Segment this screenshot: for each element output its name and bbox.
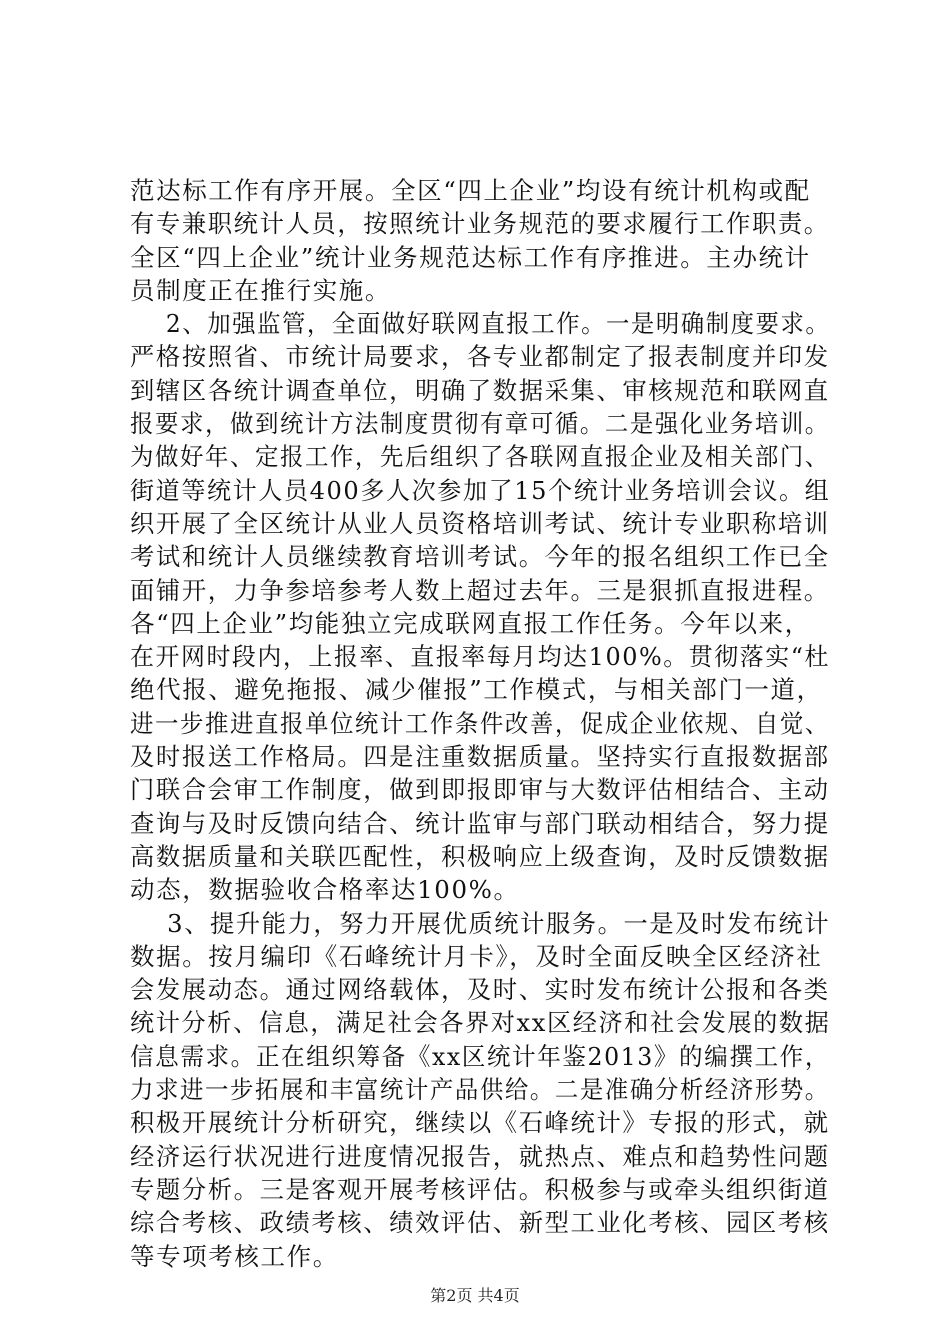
text-line: 经济运行状况进行进度情况报告，就热点、难点和趋势性问题 xyxy=(130,1141,830,1171)
text-line: 高数据质量和关联匹配性，积极响应上级查询，及时反馈数据 xyxy=(130,841,830,871)
text-line: 进一步推进直报单位统计工作条件改善，促成企业依规、自觉、 xyxy=(130,708,830,738)
text-line: 各“四上企业”均能独立完成联网直报工作任务。今年以来， xyxy=(130,608,811,638)
text-line: 及时报送工作格局。四是注重数据质量。坚持实行直报数据部 xyxy=(130,742,830,772)
text-line: 信息需求。正在组织筹备《xx区统计年鉴2013》的编撰工作， xyxy=(130,1041,830,1071)
text-line: 严格按照省、市统计局要求，各专业都制定了报表制度并印发 xyxy=(130,342,830,372)
text-line: 专题分析。三是客观开展考核评估。积极参与或牵头组织街道 xyxy=(130,1174,830,1204)
text-line: 统计分析、信息，满足社会各界对xx区经济和社会发展的数据 xyxy=(130,1008,831,1038)
text-line: 报要求，做到统计方法制度贯彻有章可循。二是强化业务培训。 xyxy=(130,409,830,439)
text-line: 积极开展统计分析研究，继续以《石峰统计》专报的形式，就 xyxy=(130,1108,830,1138)
text-line: 门联合会审工作制度，做到即报即审与大数评估相结合、主动 xyxy=(130,775,830,805)
text-line: 为做好年、定报工作，先后组织了各联网直报企业及相关部门、 xyxy=(130,442,830,472)
text-line: 织开展了全区统计从业人员资格培训考试、统计专业职称培训 xyxy=(130,508,830,538)
paragraph-3-start: 3、提升能力，努力开展优质统计服务。一是及时发布统计 xyxy=(130,908,831,938)
text-line: 考试和统计人员继续教育培训考试。今年的报名组织工作已全 xyxy=(130,542,830,572)
text-line: 全区“四上企业”统计业务规范达标工作有序推进。主办统计 xyxy=(130,242,811,272)
text-line: 街道等统计人员400多人次参加了15个统计业务培训会议。组 xyxy=(130,475,831,505)
text-line: 绝代报、避免拖报、减少催报”工作模式，与相关部门一道， xyxy=(130,675,823,705)
text-line: 查询与及时反馈向结合、统计监审与部门联动相结合，努力提 xyxy=(130,808,830,838)
text-line: 会发展动态。通过网络载体，及时、实时发布统计公报和各类 xyxy=(130,975,830,1005)
text-line: 面铺开，力争参培参考人数上超过去年。三是狠抓直报进程。 xyxy=(130,575,830,605)
page-number-footer: 第2页 共4页 xyxy=(430,1286,520,1305)
text-line: 综合考核、政绩考核、绩效评估、新型工业化考核、园区考核 xyxy=(130,1208,830,1238)
body-text xyxy=(130,174,830,1273)
text-line: 动态，数据验收合格率达100%。 xyxy=(130,875,520,905)
text-line: 员制度正在推行实施。 xyxy=(130,275,391,305)
text-line: 到辖区各统计调查单位，明确了数据采集、审核规范和联网直 xyxy=(130,375,830,405)
text-line: 范达标工作有序开展。全区“四上企业”均设有统计机构或配 xyxy=(130,176,811,205)
text-line: 有专兼职统计人员，按照统计业务规范的要求履行工作职责。 xyxy=(130,209,830,239)
text-line: 在开网时段内，上报率、直报率每月均达100%。贯彻落实“杜 xyxy=(130,642,830,672)
paragraph-2-start: 2、加强监管，全面做好联网直报工作。一是明确制度要求。 xyxy=(130,309,831,339)
text-line: 等专项考核工作。 xyxy=(130,1241,339,1271)
text-line: 力求进一步拓展和丰富统计产品供给。二是准确分析经济形势。 xyxy=(130,1075,830,1105)
text-line: 数据。按月编印《石峰统计月卡》，及时全面反映全区经济社 xyxy=(130,941,823,971)
